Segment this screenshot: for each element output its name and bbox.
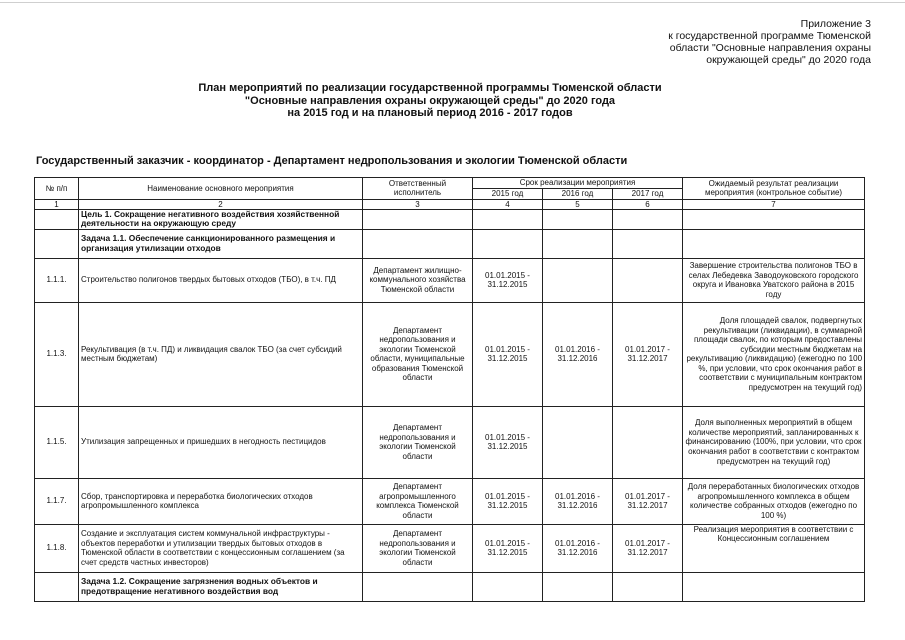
row-name: Создание и эксплуатация систем коммунальной инфраструктуры - объектов переработки и утилизации твердых бытовых отходов в Тюменской области в соответствии с концессионным соглашением (за счет средств частных инвесторов) [79,524,363,572]
empty-cell [543,209,613,229]
row-2017: 01.01.2017 - 31.12.2017 [613,302,683,406]
goal-row [35,209,865,229]
row-result: Доля переработанных биологических отходов агропромышленного комплекса в общем количестве собранных отходов (ежегодно по 100 %) [683,478,865,524]
row-2015: 01.01.2015 - 31.12.2015 [473,302,543,406]
empty-cell [613,209,683,229]
header-2016: 2016 год [543,188,613,199]
task-row [35,229,865,258]
goal-1: Цель 1. Сокращение негативного воздействия хозяйственной деятельности на окружающую среду [79,209,363,229]
empty-cell [363,229,473,258]
row-2017 [613,406,683,478]
row-result: Доля выполненных мероприятий в общем количестве мероприятий, запланированных к финансированию (100%, при условии, что срок окончания работ в соответствии с контрактом предусмотрен на текущий год) [683,406,865,478]
task-row [35,572,865,601]
table-row [35,302,865,406]
row-2017: 01.01.2017 - 31.12.2017 [613,524,683,572]
column-number: 4 [473,199,543,209]
empty-cell [613,229,683,258]
row-num: 1.1.5. [35,406,79,478]
column-number: 5 [543,199,613,209]
row-2016: 01.01.2016 - 31.12.2016 [543,478,613,524]
row-2017 [613,258,683,302]
empty-cell [35,209,79,229]
row-2015: 01.01.2015 - 31.12.2015 [473,258,543,302]
title-line-3: на 2015 год и на плановый период 2016 - 2017 годов [287,107,573,119]
table-row [35,258,865,302]
column-number: 6 [613,199,683,209]
empty-cell [683,229,865,258]
row-2016: 01.01.2016 - 31.12.2016 [543,302,613,406]
empty-cell [35,229,79,258]
row-result: Завершение строительства полигонов ТБО в селах Лебедевка Заводоуковского городского округа и Ивановка Уватского района в 2015 году [683,258,865,302]
row-2017: 01.01.2017 - 31.12.2017 [613,478,683,524]
column-number: 1 [35,199,79,209]
row-num: 1.1.8. [35,524,79,572]
appendix-header [560,18,871,66]
row-2015: 01.01.2015 - 31.12.2015 [473,406,543,478]
header-row-1 [35,178,865,189]
table-row [35,524,865,572]
column-number: 3 [363,199,473,209]
header-2017: 2017 год [613,188,683,199]
header-period: Срок реализации мероприятия [473,178,683,189]
column-number: 7 [683,199,865,209]
empty-cell [543,229,613,258]
row-name: Рекультивация (в т.ч. ПД) и ликвидация свалок ТБО (за счет субсидий местным бюджетам) [79,302,363,406]
empty-cell [543,572,613,601]
table-row [35,478,865,524]
row-name: Утилизация запрещенных и пришедших в негодность пестицидов [79,406,363,478]
task-1-2: Задача 1.2. Сокращение загрязнения водных объектов и предотвращение негативного воздействия вод [79,572,363,601]
empty-cell [35,572,79,601]
row-name: Строительство полигонов твердых бытовых отходов (ТБО), в т.ч. ПД [79,258,363,302]
row-executor: Департамент агропромышленного комплекса Тюменской области [363,478,473,524]
row-result: Реализация мероприятия в соответствии с Концессионным соглашением [683,524,865,572]
header-executor: Ответственный исполнитель [363,178,473,200]
row-2016 [543,406,613,478]
row-num: 1.1.7. [35,478,79,524]
row-executor: Департамент недропользования и экологии Тюменской области [363,406,473,478]
column-number: 2 [79,199,363,209]
empty-cell [363,572,473,601]
empty-cell [613,572,683,601]
empty-cell [473,572,543,601]
appendix-line-1: Приложение 3 [800,18,871,30]
row-2015: 01.01.2015 - 31.12.2015 [473,478,543,524]
column-numbers-row [35,199,865,209]
row-2015: 01.01.2015 - 31.12.2015 [473,524,543,572]
row-2016 [543,258,613,302]
appendix-line-2: к государственной программе Тюменской [668,30,871,42]
empty-cell [473,229,543,258]
state-customer-line: Государственный заказчик - координатор - Департамент недропользования и экологии Тюменской области [36,155,628,167]
table-row [35,406,865,478]
row-num: 1.1.3. [35,302,79,406]
page-top-edge [0,2,905,3]
appendix-line-3: области "Основные направления охраны [669,42,871,54]
row-executor: Департамент недропользования и экологии Тюменской области [363,524,473,572]
row-executor: Департамент недропользования и экологии Тюменской области, муниципальные образования Тюменской области [363,302,473,406]
task-1-1: Задача 1.1. Обеспечение санкционированного размещения и организация утилизации отходов [79,229,363,258]
header-name: Наименование основного мероприятия [79,178,363,200]
row-num: 1.1.1. [35,258,79,302]
empty-cell [683,572,865,601]
title-line-2: "Основные направления охраны окружающей среды" до 2020 года [244,94,616,107]
empty-cell [473,209,543,229]
appendix-line-4: окружающей среды" до 2020 года [706,54,871,66]
title-line-1: План мероприятий по реализации государственной программы Тюменской области [198,82,662,94]
row-executor: Департамент жилищно-коммунального хозяйства Тюменской области [363,258,473,302]
header-2015: 2015 год [473,188,543,199]
activities-table [34,177,865,602]
row-name: Сбор, транспортировка и переработка биологических отходов агропромышленного комплекса [79,478,363,524]
row-2016: 01.01.2016 - 31.12.2016 [543,524,613,572]
header-num: № п/п [35,178,79,200]
header-result: Ожидаемый результат реализации мероприятия (контрольное событие) [683,178,865,200]
empty-cell [683,209,865,229]
document-title [150,82,710,120]
row-result: Доля площадей свалок, подвергнутых рекультивации (ликвидации), в суммарной площади свалок, по которым предоставлены субсидии местным бюджетам на рекультивацию (ликвидацию) (ежегодно по 100 %, при условии, что срок окончания работ в соответствии с муниципальным контрактом предусмотрен на текущий год) [683,302,865,406]
empty-cell [363,209,473,229]
